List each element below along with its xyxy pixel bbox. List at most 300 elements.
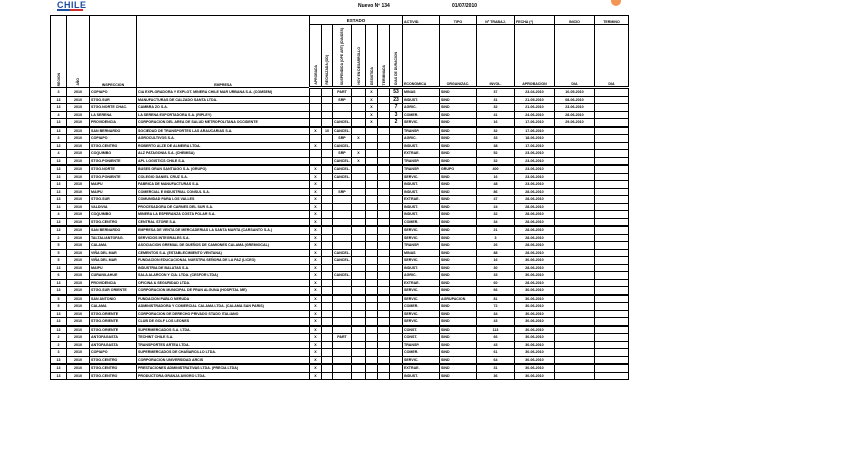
rechazada-cell [322, 303, 333, 311]
direccion-trabajo-logo-icon [611, 0, 621, 6]
dias-duracion-cell [390, 150, 403, 158]
aprobada-cell: X [310, 196, 322, 204]
terminada-cell [378, 181, 390, 189]
desistida-cell [366, 356, 378, 364]
inspeccion-cell: STGO.SUR [90, 96, 137, 104]
region-cell: 13 [51, 356, 67, 364]
aprobada-cell: X [310, 287, 322, 295]
empresa-cell: PROCESADORA DE CARNES DEL SUR S.A. [137, 203, 310, 211]
desistida-cell [366, 249, 378, 257]
suspendida-cell [333, 203, 352, 211]
fecha-aprobacion-cell: 23-06-2010 [515, 181, 555, 189]
termino-cell [595, 135, 629, 143]
trabajadores-cell: 16 [477, 257, 515, 265]
tipo-cell: SIND [440, 349, 477, 357]
hoy-desarrollo-cell [352, 119, 366, 127]
inspeccion-cell: ANTOFAGASTA [90, 341, 137, 349]
inicio-cell [555, 165, 595, 173]
tipo-cell: SIND [440, 264, 477, 272]
region-cell: 2 [51, 234, 67, 242]
inspeccion-cell: STGO.ORIENTE [90, 318, 137, 326]
trabajadores-cell: 32 [477, 127, 515, 135]
desistida-cell [366, 295, 378, 303]
desistida-cell [366, 165, 378, 173]
trabajadores-cell: 24 [477, 203, 515, 211]
rechazada-cell [322, 218, 333, 226]
dias-duracion-cell [390, 165, 403, 173]
trabajadores-cell: 37 [477, 88, 515, 97]
inspeccion-cell: CURANILAHUE [90, 272, 137, 280]
region-cell: 5 [51, 242, 67, 250]
actividad-cell: INDUST. [403, 264, 440, 272]
rechazada-cell [322, 257, 333, 265]
termino-cell [595, 196, 629, 204]
table-row [51, 272, 629, 280]
inspeccion-cell: STGO.CENTRO [90, 356, 137, 364]
aprobada-cell: X [310, 341, 322, 349]
table-row [51, 226, 629, 234]
anio-cell: 2010 [67, 326, 90, 334]
terminada-cell [378, 334, 390, 342]
suspendida-cell [333, 242, 352, 250]
inicio-cell: 28-06-2010 [555, 111, 595, 119]
termino-cell [595, 104, 629, 112]
inicio-cell [555, 142, 595, 150]
tipo-cell: SIND [440, 310, 477, 318]
tipo-cell: SIND [440, 272, 477, 280]
hoy-desarrollo-cell [352, 349, 366, 357]
fecha-aprobacion-cell: 28-06-2010 [515, 196, 555, 204]
termino-cell [595, 181, 629, 189]
fecha-aprobacion-cell: 23-06-2010 [515, 173, 555, 181]
col-economica: ECONOMICA [403, 25, 440, 88]
region-cell: 5 [51, 249, 67, 257]
anio-cell: 2010 [67, 310, 90, 318]
inspeccion-cell: STGO.NORTE [90, 165, 137, 173]
empresa-cell: MANUFACTURAS DE CALZADO SANTA LTDA. [137, 96, 310, 104]
dias-duracion-cell [390, 295, 403, 303]
inspeccion-cell: VALDIVIA [90, 203, 137, 211]
aprobada-cell [310, 96, 322, 104]
aprobada-cell: X [310, 211, 322, 219]
inspeccion-cell: VIÑA DEL MAR [90, 249, 137, 257]
termino-cell [595, 211, 629, 219]
tipo-cell: SIND [440, 341, 477, 349]
hoy-desarrollo-cell [352, 326, 366, 334]
table-row [51, 96, 629, 104]
inspeccion-cell: COQUIMBO [90, 150, 137, 158]
actividad-cell: COMER. [403, 218, 440, 226]
suspendida-cell [333, 318, 352, 326]
gobierno-chile-logo [57, 0, 87, 11]
anio-cell: 2010 [67, 349, 90, 357]
table-row [51, 356, 629, 364]
anio-cell: 2010 [67, 96, 90, 104]
hoy-desarrollo-cell [352, 242, 366, 250]
inspeccion-cell: ANTOFAGASTA [90, 334, 137, 342]
desistida-cell [366, 242, 378, 250]
terminada-cell [378, 188, 390, 196]
empresa-cell: OFICINA & SEGURIDAD LTDA. [137, 279, 310, 287]
tipo-cell: SIND [440, 242, 477, 250]
inspeccion-cell: COPIAPO [90, 135, 137, 143]
termino-cell [595, 364, 629, 372]
suspendida-cell [333, 295, 352, 303]
col-group-fecha: FECHA (*) [515, 16, 555, 25]
anio-cell: 2010 [67, 211, 90, 219]
termino-cell [595, 310, 629, 318]
suspendida-cell: CANCEL. [334, 258, 350, 262]
empresa-cell: CORPORACION UNIVERSIDAD ARCIS [137, 356, 310, 364]
desistida-cell [366, 157, 378, 165]
termino-cell [595, 242, 629, 250]
rechazada-cell [322, 318, 333, 326]
inspeccion-cell: STGO.SUR [90, 196, 137, 204]
table-row [51, 303, 629, 311]
inspeccion-cell: CALAMA [90, 242, 137, 250]
col-rechazada: RECHAZADA (OD) [322, 25, 333, 88]
terminada-cell [378, 349, 390, 357]
dias-duracion-cell [390, 364, 403, 372]
rechazada-cell [322, 234, 333, 242]
region-cell: 13 [51, 157, 67, 165]
hoy-desarrollo-cell: X [352, 135, 366, 143]
terminada-cell [378, 264, 390, 272]
fecha-aprobacion-cell: 28-06-2010 [515, 218, 555, 226]
inicio-cell [555, 249, 595, 257]
empresa-cell: LA SERENA EXPORTADORA S.A. (RIPLEY) [137, 111, 310, 119]
table-row [51, 196, 629, 204]
region-cell: 2 [51, 341, 67, 349]
dias-duracion-cell [390, 203, 403, 211]
region-cell: 3 [51, 349, 67, 357]
table-row [51, 203, 629, 211]
rechazada-cell [322, 226, 333, 234]
terminada-cell [378, 234, 390, 242]
table-row [51, 127, 629, 135]
hoy-desarrollo-cell [352, 88, 366, 97]
hoy-desarrollo-cell [352, 203, 366, 211]
rechazada-cell [322, 119, 333, 127]
col-group-trabaj: Nº TRABAJ. [477, 16, 515, 25]
actividad-cell: CONST. [403, 334, 440, 342]
trabajadores-cell: 36 [477, 372, 515, 380]
anio-cell: 2010 [67, 150, 90, 158]
inicio-cell [555, 334, 595, 342]
desistida-cell [366, 279, 378, 287]
dias-duracion-cell [390, 218, 403, 226]
actividad-cell: INDUST. [403, 96, 440, 104]
suspendida-cell [333, 356, 352, 364]
inicio-cell [555, 349, 595, 357]
fecha-aprobacion-cell: 30-06-2010 [515, 272, 555, 280]
inspeccion-cell: SAN BERNARDO [90, 226, 137, 234]
col-group-estado: ESTADO [310, 16, 403, 25]
table-row [51, 181, 629, 189]
dias-duracion-cell [390, 303, 403, 311]
region-cell: 4 [51, 150, 67, 158]
tipo-cell: SIND [440, 157, 477, 165]
terminada-cell [378, 157, 390, 165]
aprobada-cell [310, 104, 322, 112]
trabajadores-cell: 81 [477, 295, 515, 303]
termino-cell [595, 150, 629, 158]
inicio-cell [555, 135, 595, 143]
rechazada-cell [322, 279, 333, 287]
terminada-cell [378, 218, 390, 226]
region-cell: 13 [51, 196, 67, 204]
hoy-desarrollo-cell [352, 104, 366, 112]
actividad-cell: INDUST. [403, 188, 440, 196]
region-cell: 13 [51, 264, 67, 272]
anio-cell: 2010 [67, 111, 90, 119]
desistida-cell [366, 142, 378, 150]
region-cell: 13 [51, 287, 67, 295]
actividad-cell: SERVIC. [403, 257, 440, 265]
fecha-aprobacion-cell: 30-06-2010 [515, 356, 555, 364]
inicio-cell [555, 326, 595, 334]
fecha-aprobacion-cell: 28-06-2010 [515, 264, 555, 272]
col-empresa: EMPRESA [137, 16, 310, 88]
dias-duracion-cell [390, 181, 403, 189]
terminada-cell [378, 249, 390, 257]
rechazada-cell [322, 88, 333, 97]
inspeccion-cell: COPIAPO [90, 349, 137, 357]
rechazada-cell [322, 334, 333, 342]
desistida-cell [366, 218, 378, 226]
aprobada-cell: X [310, 142, 322, 150]
trabajadores-cell: 26 [477, 242, 515, 250]
table-row [51, 334, 629, 342]
tipo-cell: SIND [440, 364, 477, 372]
trabajadores-cell: 34 [477, 310, 515, 318]
hoy-desarrollo-cell: X [352, 157, 366, 165]
logo-text: CHILE [57, 0, 87, 10]
rechazada-cell [322, 264, 333, 272]
anio-cell: 2010 [67, 165, 90, 173]
fecha-aprobacion-cell: 21-06-2010 [515, 104, 555, 112]
region-cell: 13 [51, 218, 67, 226]
desistida-cell [366, 234, 378, 242]
document-date: 01/07/2010 [452, 3, 478, 9]
inicio-cell: 29-06-2010 [555, 119, 595, 127]
dias-duracion-cell [390, 287, 403, 295]
region-cell: 2 [51, 334, 67, 342]
rechazada-cell: 10 [322, 127, 333, 135]
table-row [51, 242, 629, 250]
tipo-cell: SIND [440, 211, 477, 219]
empresa-cell: PRESTACIONES ADMINISTRATIVAS LTDA. (PRECIA LTDA) [137, 364, 310, 372]
empresa-cell: COLEGIO DANIEL CRUZ S.A. [137, 173, 310, 181]
termino-cell [595, 218, 629, 226]
suspendida-cell: CANCEL. [334, 128, 350, 133]
fecha-aprobacion-cell: 28-06-2010 [515, 188, 555, 196]
tipo-cell: SIND [440, 356, 477, 364]
desistida-cell [366, 127, 378, 135]
trabajadores-cell: 113 [477, 326, 515, 334]
aprobada-cell: X [310, 295, 322, 303]
inicio-cell [555, 242, 595, 250]
rechazada-cell [322, 181, 333, 189]
anio-cell: 2010 [67, 196, 90, 204]
table-body [51, 88, 629, 380]
termino-cell [595, 249, 629, 257]
dias-duracion-cell [390, 127, 403, 135]
tipo-cell: SIND [440, 249, 477, 257]
aprobada-cell: X [310, 173, 322, 181]
dias-duracion-cell: 7 [390, 104, 403, 112]
table-row [51, 349, 629, 357]
terminada-cell [378, 142, 390, 150]
dias-duracion-cell: 2 [390, 119, 403, 127]
anio-cell: 2010 [67, 242, 90, 250]
inicio-cell [555, 356, 595, 364]
inspeccion-cell: TALTAL/ANTOFAG. [90, 234, 137, 242]
suspendida-cell [333, 226, 352, 234]
tipo-cell: SIND [440, 334, 477, 342]
empresa-cell: APL LOGISTICS CHILE S.A. [137, 157, 310, 165]
fecha-aprobacion-cell: 30-06-2010 [515, 334, 555, 342]
rechazada-cell [322, 356, 333, 364]
empresa-cell: CORPORACION DEL AREA DE SALUD METROPOLITANA OCCIDENTE [137, 119, 310, 127]
terminada-cell [378, 173, 390, 181]
hoy-desarrollo-cell: X [352, 150, 366, 158]
termino-cell [595, 334, 629, 342]
rechazada-cell [322, 349, 333, 357]
empresa-cell: CORPORACION MUNICIPAL DE FRAN ALGUNA (HOSPITAL ME) [137, 287, 310, 295]
aprobada-cell [310, 150, 322, 158]
anio-cell: 2010 [67, 157, 90, 165]
terminada-cell [378, 135, 390, 143]
desistida-cell [366, 341, 378, 349]
terminada-cell [378, 295, 390, 303]
hoy-desarrollo-cell [352, 165, 366, 173]
dias-duracion-cell: 53 [390, 88, 403, 97]
fecha-aprobacion-cell: 30-06-2010 [515, 310, 555, 318]
termino-cell [595, 287, 629, 295]
actividad-cell: INDUST. [403, 203, 440, 211]
region-cell: 4 [51, 211, 67, 219]
desistida-cell: X [366, 96, 378, 104]
hoy-desarrollo-cell [352, 372, 366, 380]
tipo-cell: AGRUPACION [440, 295, 477, 303]
tipo-cell: SIND [440, 104, 477, 112]
dias-duracion-cell [390, 257, 403, 265]
suspendida-cell [333, 181, 352, 189]
region-cell: 13 [51, 188, 67, 196]
fecha-aprobacion-cell: 30-06-2010 [515, 318, 555, 326]
rechazada-cell [322, 135, 333, 143]
table-row [51, 310, 629, 318]
anio-cell: 2010 [67, 127, 90, 135]
empresa-cell: COMUNIDAD PARA LOS VALLES [137, 196, 310, 204]
termino-cell [595, 203, 629, 211]
fecha-aprobacion-cell: 30-06-2010 [515, 349, 555, 357]
terminada-cell [378, 196, 390, 204]
termino-cell [595, 88, 629, 97]
dias-duracion-cell [390, 226, 403, 234]
aprobada-cell [310, 157, 322, 165]
col-aprobacion: APROBACION [515, 25, 555, 88]
suspendida-cell [333, 104, 352, 112]
inicio-cell: 10-05-2010 [555, 88, 595, 97]
trabajadores-cell: 21 [477, 226, 515, 234]
terminada-cell [378, 211, 390, 219]
anio-cell: 2010 [67, 287, 90, 295]
region-cell: 13 [51, 104, 67, 112]
inicio-cell [555, 279, 595, 287]
anio-cell: 2010 [67, 334, 90, 342]
actividad-cell: EXTRAE. [403, 364, 440, 372]
col-group-actividad: ACTIVID. [403, 16, 440, 25]
empresa-cell: SOCIEDAD DE TRANSPORTES LAS ARAUCARIAS S.A. [137, 127, 310, 135]
termino-cell [595, 257, 629, 265]
tipo-cell: SIND [440, 226, 477, 234]
table-row [51, 165, 629, 173]
col-desistida: DESISTIDA [366, 25, 378, 88]
inicio-cell [555, 287, 595, 295]
hoy-desarrollo-cell [352, 111, 366, 119]
termino-cell [595, 173, 629, 181]
suspendida-cell [333, 303, 352, 311]
dias-duracion-cell: 3 [390, 111, 403, 119]
hoy-desarrollo-cell [352, 303, 366, 311]
region-cell: 13 [51, 279, 67, 287]
aprobada-cell: X [310, 303, 322, 311]
region-cell: 13 [51, 364, 67, 372]
empresa-cell: COMERCIAL E INDUSTRIAL CONSUL S.A. [137, 188, 310, 196]
empresa-cell: ADMINISTRADORA Y COMERCIAL CALAMA LTDA. (CALAMA SAN PARIS) [137, 303, 310, 311]
terminada-cell [378, 119, 390, 127]
tipo-cell: SIND [440, 326, 477, 334]
hoy-desarrollo-cell [352, 364, 366, 372]
empresa-cell: TECHINT CHILE S.A. [137, 334, 310, 342]
rechazada-cell [322, 372, 333, 380]
trabajadores-cell: 31 [477, 364, 515, 372]
actividad-cell: TRANSP. [403, 242, 440, 250]
terminada-cell [378, 165, 390, 173]
empresa-cell: SUPERMERCADOS S.A. LTDA. [137, 326, 310, 334]
terminada-cell [378, 364, 390, 372]
inspeccion-cell: CALAMA [90, 303, 137, 311]
anio-cell: 2010 [67, 226, 90, 234]
desistida-cell [366, 303, 378, 311]
suspendida-cell: SRP [333, 135, 352, 143]
fecha-aprobacion-cell: 30-06-2010 [515, 341, 555, 349]
tipo-cell: SIND [440, 135, 477, 143]
actividad-cell: MINAS [403, 88, 440, 97]
inspeccion-cell: STGO.CENTRO [90, 218, 137, 226]
inspeccion-cell: PROVIDENCIA [90, 119, 137, 127]
suspendida-cell: CANCEL. [334, 250, 350, 255]
tipo-cell: SIND [440, 279, 477, 287]
desistida-cell [366, 310, 378, 318]
terminada-cell [378, 111, 390, 119]
terminada-cell [378, 96, 390, 104]
region-cell: 13 [51, 96, 67, 104]
region-cell: 13 [51, 318, 67, 326]
trabajadores-cell: 41 [477, 111, 515, 119]
suspendida-cell [333, 211, 352, 219]
termino-cell [595, 234, 629, 242]
tipo-cell: SIND [440, 111, 477, 119]
desistida-cell [366, 349, 378, 357]
trabajadores-cell: 33 [477, 272, 515, 280]
empresa-cell: TRANSPORTES ARTEA LTDA. [137, 341, 310, 349]
fecha-aprobacion-cell: 23-06-2010 [515, 150, 555, 158]
fecha-aprobacion-cell: 17-06-2010 [515, 142, 555, 150]
table-row [51, 257, 629, 265]
